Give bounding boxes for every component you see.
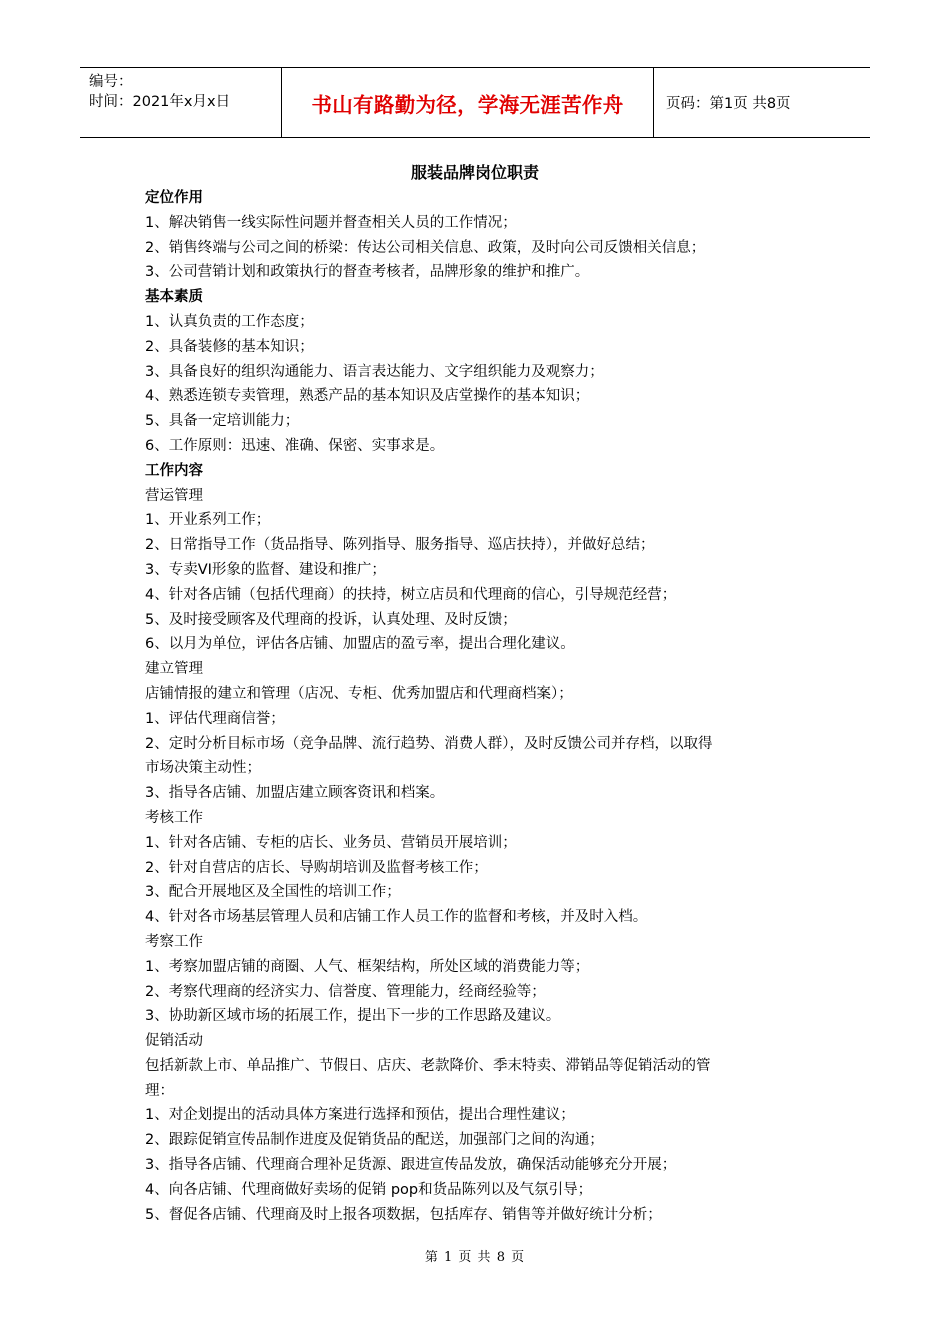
document-number-label: 编号：: [89, 74, 133, 90]
body-line: 考察工作: [145, 933, 203, 950]
body-line: 6、以月为单位，评估各店铺、加盟店的盈亏率，提出合理化建议。: [145, 636, 575, 653]
document-time-label: 时间：2021年x月x日: [89, 94, 231, 110]
header-motto-cell: [282, 68, 654, 137]
body-line: 店铺情报的建立和管理（店况、专柜、优秀加盟店和代理商档案）；: [145, 685, 573, 702]
body-line: 3、指导各店铺、代理商合理补足货源、跟进宣传品发放，确保活动能够充分开展；: [145, 1157, 677, 1174]
body-line: 6、工作原则：迅速、准确、保密、实事求是。: [145, 437, 445, 454]
body-line: 2、定时分析目标市场（竞争品牌、流行趋势、消费人群），及时反馈公司并存档，以取得: [145, 735, 713, 752]
body-line: 4、熟悉连锁专卖管理，熟悉产品的基本知识及店堂操作的基本知识；: [145, 388, 590, 405]
body-line: 3、配合开展地区及全国性的培训工作；: [145, 884, 401, 901]
header-page-info: 页码：第1页 共8页: [666, 96, 791, 112]
body-line: 3、公司营销计划和政策执行的督查考核者，品牌形象的维护和推广。: [145, 264, 590, 281]
body-line: 1、考察加盟店铺的商圈、人气、框架结构，所处区域的消费能力等；: [145, 958, 590, 975]
body-line: 促销活动: [145, 1033, 203, 1050]
body-line: 2、考察代理商的经济实力、信誉度、管理能力，经商经验等；: [145, 983, 546, 1000]
body-line: 4、针对各店铺（包括代理商）的扶持，树立店员和代理商的信心，引导规范经营；: [145, 586, 677, 603]
header-table: [80, 67, 870, 138]
header-page-cell: [654, 68, 870, 137]
body-line: 3、具备良好的组织沟通能力、语言表达能力、文字组织能力及观察力；: [145, 363, 604, 380]
body-line: 3、协助新区域市场的拓展工作，提出下一步的工作思路及建议。: [145, 1008, 561, 1025]
body-line: 3、专卖VI形象的监督、建设和推广；: [145, 561, 386, 578]
body-line: 4、针对各市场基层管理人员和店铺工作人员工作的监督和考核，并及时入档。: [145, 909, 648, 926]
body-line: 1、评估代理商信誉；: [145, 710, 285, 727]
page-footer: 第 1 页 共 8 页: [424, 1250, 526, 1265]
body-line: 2、销售终端与公司之间的桥梁：传达公司相关信息、政策，及时向公司反馈相关信息；: [145, 239, 706, 256]
header-meta-cell: [80, 68, 282, 137]
body-line: 包括新款上市、单品推广、节假日、店庆、老款降价、季末特卖、滞销品等促销活动的管: [145, 1057, 711, 1074]
body-line: 2、跟踪促销宣传品制作进度及促销货品的配送，加强部门之间的沟通；: [145, 1132, 604, 1149]
body-line: 市场决策主动性；: [145, 760, 261, 777]
section-heading: 工作内容: [145, 462, 203, 479]
document-title: 服装品牌岗位职责: [410, 163, 539, 182]
body-line: 5、督促各店铺、代理商及时上报各项数据，包括库存、销售等并做好统计分析；: [145, 1206, 662, 1223]
body-line: 1、针对各店铺、专柜的店长、业务员、营销员开展培训；: [145, 834, 517, 851]
body-line: 1、对企划提出的活动具体方案进行选择和预估，提出合理性建议；: [145, 1107, 575, 1124]
section-heading: 基本素质: [145, 289, 203, 306]
body-line: 2、针对自营店的店长、导购胡培训及监督考核工作；: [145, 859, 488, 876]
section-heading: 定位作用: [145, 190, 203, 206]
body-line: 考核工作: [145, 809, 203, 826]
body-line: 理：: [145, 1082, 174, 1099]
body-line: 5、具备一定培训能力；: [145, 413, 300, 430]
body-line: 2、具备装修的基本知识；: [145, 338, 314, 355]
body-line: 2、日常指导工作（货品指导、陈列指导、服务指导、巡店扶持），并做好总结；: [145, 537, 655, 554]
body-line: 5、及时接受顾客及代理商的投诉，认真处理、及时反馈；: [145, 611, 517, 628]
header-motto: 书山有路勤为径，学海无涯苦作舟: [311, 92, 624, 117]
body-line: 建立管理: [145, 661, 203, 678]
body-line: 1、认真负责的工作态度；: [145, 313, 314, 330]
body-line: 营运管理: [145, 487, 203, 504]
body-line: 1、开业系列工作；: [145, 512, 271, 529]
body-line: 1、解决销售一线实际性问题并督查相关人员的工作情况；: [145, 214, 517, 231]
body-line: 4、向各店铺、代理商做好卖场的促销 pop和货品陈列以及气氛引导；: [145, 1181, 593, 1198]
document-body: [145, 186, 815, 1227]
body-line: 3、指导各店铺、加盟店建立顾客资讯和档案。: [145, 785, 445, 802]
